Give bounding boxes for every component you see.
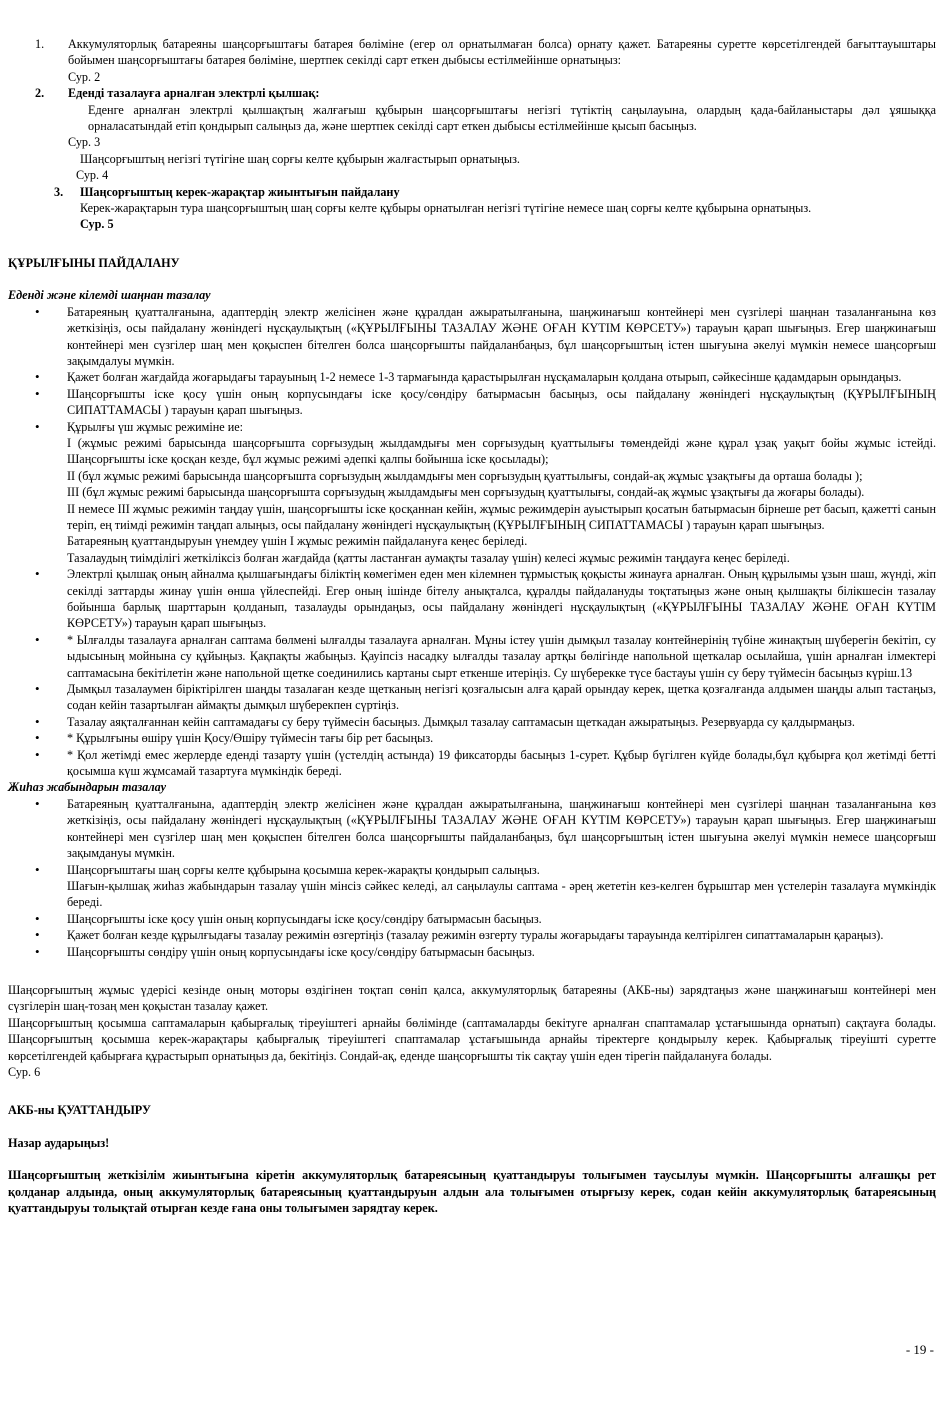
floor-heading: Еденді және кілемді шаңнан тазалау — [8, 288, 211, 303]
list-item: • * Құрылғыны өшіру үшін Қосу/Өшіру түймесін тағы бір рет басыңыз. — [8, 730, 936, 746]
section-heading-charge: АКБ-ны ҚУАТТАНДЫРУ — [8, 1103, 151, 1118]
step-2-number: 2. — [35, 86, 45, 101]
step-1 — [8, 36, 936, 85]
furniture-list — [8, 796, 936, 960]
step-1-number: 1. — [35, 37, 45, 51]
section-heading-use: ҚҰРЫЛҒЫНЫ ПАЙДАЛАНУ — [8, 255, 180, 270]
list-item: • Қажет болған кезде құрылғыдағы тазалау режимін өзгертіңіз (тазалау режимін өзгерту туралы жоғарыдағы тарауында келтірілген сипаттамаларын қараңыз). — [8, 927, 936, 943]
attention-label: Назар аударыңыз! — [8, 1135, 110, 1150]
document-page — [8, 36, 936, 1216]
step-3-figure-ref: Сур. 5 — [80, 217, 114, 232]
step-2 — [8, 85, 936, 183]
list-item: • Дымқыл тазалаумен біріктірілген шаңды тазалаған кезде щетканың негізгі қозғалысын алға қарай орындау керек, щетка қозғалғанда алдымен шаңды алып тастаңыз, содан кейін тазартылған аймақты дымқыл шүберекпен сүртіңіз. — [8, 681, 936, 714]
warning-paragraph: Шаңсорғыштың жеткізілім жиынтығына кіретін аккумуляторлық батареясының қуаттандыруы толығымен таусылуы мүмкін. Шаңсорғышты алғашқы рет қолданар алдында, оның аккумуляторлық батареясының қуаттандыруын алдын ала толығымен отырғызу керек, содан кейін аккумуляторлық батареясының қуаттандыруы толықтай отырған кезде ғана оны толығымен зарядтау керек. — [8, 1168, 936, 1215]
list-item: • Шаңсорғышты сөндіру үшін оның корпусындағы іске қосу/сөндіру батырмасын басыңыз. — [8, 944, 936, 960]
list-item: • Батареяның қуатталғанына, адаптердің электр желісінен және құралдан ажыратылғанына, шаңжинағыш контейнері мен сүзгілері шаңнан тазаланғанына көз жеткізіңіз, осы пайдалану жөніндегі нұсқаулықтың («ҚҰРЫЛҒЫНЫ ТАЗАЛАУ ЖӘНЕ ОҒАН КҮТІМ КӨРСЕТУ») тарауын қарап шығыңыз. Егер шаңжинағыш контейнері мен сүзгілер шаң мен қоқыспен бітелген болса шаңсорғышты пайдаланбаңыз, бұл шаңсорғыштың істен шығуына әкелуі мүмкін немесе шаңсорғыш зақымдануы мүмкін. — [8, 796, 936, 862]
step-2-figure-ref-2: Сур. 4 — [76, 168, 109, 183]
list-item: • Шаңсорғышты іске қосу үшін оның корпусындағы іске қосу/сөндіру батырмасын басыңыз. — [8, 911, 936, 927]
list-item: • Электрлі қылшақ оның айналма қылшағындағы біліктің көмегімен еден мен кілемнен тұрмыстық қоқысты жинауға арналған. Оның құрылымы ұзын шаш, жүнді, жіп секілді заттарды жинау үшін өнша үйлеспейді. Егер оның ішінде бітелу анықталса, құралды пайдалануды тоқтатыңыз және оның қылшақты білікшесін тазалау бойынша барлық шарттарын қолданып, тазалауды орындаңыз, осы пайдалану жөніндегі нұсқаулықтың («ҚҰРЫЛҒЫНЫ ТАЗАЛАУ ЖӘНЕ ОҒАН КҮТІМ КӨРСЕТУ») тарауын қарап шығыңыз. — [8, 566, 936, 632]
list-item: • * Ылғалды тазалауға арналған саптама бөлмені ылғалды тазалауға арналған. Мұны істеу үшін дымқыл тазалау контейнерінің түбіне жинақтың шүберегін бекітіп, су ыдысының мойнына су құйыңыз. Қақпақты жабыңыз. Қауіпсіз насадку ылғалды тазалау артқы бөлігінде напольной щеткалар осылайша, үшін арналған ілмектері саптамасына бекітілетін және напольной щетке соединились картаны сырт еткенше итеріңіз. Су шүберекке түсе бастауы үшін су беру түймесін басыңыз күріш.13 — [8, 632, 936, 681]
note-figure-ref: Сур. 6 — [8, 1064, 41, 1079]
list-item: • Шаңсорғыштағы шаң сорғы келте құбырына қосымша керек-жарақты қондырып салыңыз. Шағын-қылшақ жиһаз жабындарын тазалау үшін мінсіз сәйкес келеді, ал саңылаулы саптама - әрең жететін кез-келген бұрыштар мен үстелерін тазалауға мүмкіндік береді. — [8, 862, 936, 911]
step-3 — [8, 184, 936, 233]
list-item-modes: • Құрылғы үш жұмыс режиміне ие: I (жұмыс режимі барысында шаңсорғышта сорғызудың жылдамдығы мен сорғызудың қуаттылығы төмендейді және құрал ұзақ уақыт бойы жұмыс істейді. Шаңсорғышты іске қосқан кезде, бұл жұмыс режимі әдепкі қалпы бойынша іске қосылады); II (бұл жұмыс режимі барысында шаңсорғышта сорғызудың жылдамдығы мен сорғызудың қуаттылығы, сондай-ақ жұмыс ұзақтығы да орташа болады ); III (бұл жұмыс режимі барысында шаңсорғышта сорғызудың жылдамдығы мен сорғызудың қуаттылығы, сондай-ақ жұмыс ұзақтығы да жоғары болады). II немесе III жұмыс режимін таңдау үшін, шаңсорғышты іске қосқаннан кейін, жұмыс режимдерін ауыстырып қосатын батырмасын бірнеше рет басып, қажетті санын теріп, ең тиімді режимін таңдап алыңыз, осы пайдалану жөніндегі нұсқаулықтың (ҚҰРЫЛҒЫНЫҢ СИПАТТАМАСЫ ) тарауын қарап шығыңыз. Батареяның қуаттандыруын үнемдеу үшін I жұмыс режимін пайдалануға кеңес беріледі. Тазалаудың тиімділігі жеткіліксіз болған жағдайда (қатты ластанған аумақты тазалау үшін) келесі жұмыс режимін таңдауға кеңес беріледі. — [8, 419, 936, 567]
step-3-number: 3. — [54, 184, 64, 199]
step-2-title: Еденді тазалауға арналған электрлі қылшақ: — [68, 86, 320, 101]
list-item: • Қажет болған жағдайда жоғарыдағы тарауының 1-2 немесе 1-3 тармағында қарастырылған нұсқамаларын қолдана отырып, сәйкесінше қадамдарын орындаңыз. — [8, 369, 936, 385]
page-number: - 19 - — [905, 1342, 934, 1357]
step-2-text-2: Шаңсорғыштың негізгі түтігіне шаң сорғы келте құбырын жалғастырып орнатыңыз. — [80, 151, 520, 166]
list-item: • Батареяның қуатталғанына, адаптердің электр желісінен және құралдан ажыратылғанына, шаңжинағыш контейнері мен сүзгілері шаңнан тазаланғанына көз жеткізіңіз, осы пайдалану жөніндегі нұсқаулықтың («ҚҰРЫЛҒЫНЫ ТАЗАЛАУ ЖӘНЕ ОҒАН КҮТІМ КӨРСЕТУ») тарауын қарап шығыңыз. Егер шаңжинағыш контейнері мен сүзгілер шаң мен қоқыспен бітелген болса шаңсорғышты пайдаланбаңыз, бұл шаңсорғыштың істен шығуына әкелуі мүмкін немесе шаңсорғыш зақымдалуы мүмкін. — [8, 304, 936, 370]
furniture-heading: Жиһаз жабындарын тазалау — [8, 780, 167, 795]
step-2-text: Еденге арналған электрлі қылшақтың жалғағыш құбырын шаңсорғыштағы негізгі түтіктің саңылауына, олардың қада-байланыстары дәл ұяшыққа орналасатындай етіп қондырып салыңыз да, және шертпек секілді сарт еткен дыбысы естілмейінше қысып басыңыз. — [88, 102, 936, 134]
list-item: • * Қол жетімді емес жерлерде еденді тазарту үшін (үстелдің астында) 19 фиксаторды басыңыз 1-сурет. Құбыр бүгілген күйде болады,бұл құбырға қол жетімді бетті қосымша күш жұмсамай тазартуға мүмкіндік береді. — [8, 747, 936, 780]
step-1-figure-ref: Сур. 2 — [68, 69, 101, 84]
step-3-text: Керек-жарақтарын тура шаңсорғыштың шаң сорғы келте құбыры орнатылған негізгі түтігіне немесе шаң сорғы келте құбырына орнатыңыз. — [80, 201, 812, 216]
floor-list — [8, 304, 936, 780]
step-1-text: Аккумуляторлық батареяны шаңсорғыштағы батарея бөліміне (егер ол орнатылмаған болса) орнату қажет. Батареяны суретте көрсетілгендей бағыттауыштары бойымен шаңсорғыштағы батарея бөліміне, шертпек секілді сарт еткен дыбысы естілмейінше орнатыңыз: — [68, 37, 936, 68]
step-3-title: Шаңсорғыштың керек-жарақтар жиынтығын пайдалану — [80, 184, 400, 199]
note-paragraph-2: Шаңсорғыштың қосымша саптамаларын қабырғалық тіреуіштегі арнайы бөлімінде (саптамаларды бекітуге арналған спаптамалар ұстағышында орнатып) сақтауға болады. Шаңсорғыштың қосымша керек-жарақтары қабырғалық тіреуіштегі спаптамалар ұстағышында арнайы тіректерге қондырылу керек. Қабырғалық тіреуішті суретте көрсетілгендей қабырғаға құрастырып орнатыңыз да, бекітіңіз. Сондай-ақ, еденде шаңсорғышты тік сақтау үшін еден тірегін пайдалануға болады. — [8, 1015, 936, 1063]
list-item: • Шаңсорғышты іске қосу үшін оның корпусындағы іске қосу/сөндіру батырмасын басыңыз, осы пайдалану жөніндегі нұсқаулықтың (ҚҰРЫЛҒЫНЫҢ СИПАТТАМАСЫ ) тарауын қарап шығыңыз. — [8, 386, 936, 419]
note-paragraph-1: Шаңсорғыштың жұмыс үдерісі кезінде оның моторы өздігінен тоқтап сөніп қалса, аккумуляторлық батареяны (АКБ-ны) зарядтаңыз және шаңжинағыш контейнері мен сүзгілерін шаң-тозаң мен қоқыстан тазалау қажет. — [8, 982, 936, 1014]
step-2-figure-ref: Сур. 3 — [68, 135, 101, 150]
list-item: • Тазалау аяқталғаннан кейін саптамадағы су беру түймесін басыңыз. Дымқыл тазалау саптамасын щеткадан ажыратыңыз. Резервуарда су қалдырмаңыз. — [8, 714, 936, 730]
